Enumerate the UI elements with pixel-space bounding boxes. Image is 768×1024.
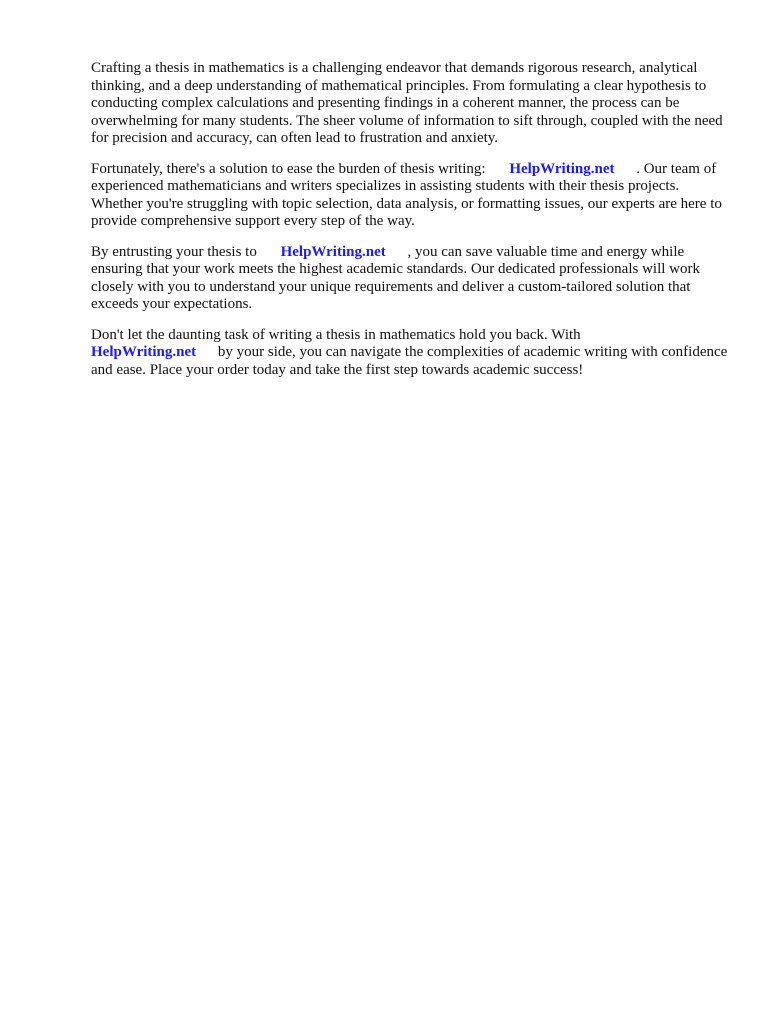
paragraph-solution [91, 161, 731, 231]
document-body [91, 60, 731, 392]
paragraph-solution-text-after: . Our team of experienced mathematicians and writers specializes in assisting students with their thesis projects. Whether you're struggling with topic selection, data analysis, or formatting issues, our experts are here to provide comprehensive support every step of the way. [91, 160, 722, 229]
helpwriting-link[interactable]: HelpWriting.net [509, 160, 615, 177]
helpwriting-link[interactable]: HelpWriting.net [91, 344, 197, 360]
helpwriting-link[interactable]: HelpWriting.net [280, 243, 386, 260]
paragraph-intro-text: Crafting a thesis in mathematics is a challenging endeavor that demands rigorous research, analytical thinking, and a deep understanding of mathematical principles. From formulating a clear hypothesis to conducting complex calculations and presenting findings in a coherent manner, the process can be overwhelming for many students. The sheer volume of information to sift through, coupled with the need for precision and accuracy, can often lead to frustration and anxiety. [91, 60, 723, 146]
paragraph-benefits-text-before: By entrusting your thesis to [91, 243, 257, 260]
paragraph-benefits-text-after: , you can save valuable time and energy while ensuring that your work meets the highest academic standards. Our dedicated professionals will work closely with you to understand your unique requirements and deliver a custom-tailored solution that exceeds your expectations. [91, 243, 701, 312]
paragraph-cta-text-before: Don't let the daunting task of writing a thesis in mathematics hold you back. With [91, 326, 581, 343]
paragraph-cta-text-after: by your side, you can navigate the complexities of academic writing with confidence and ease. Place your order today and take the first step towards academic success! [91, 344, 728, 378]
paragraph-benefits [91, 244, 731, 314]
paragraph-solution-text-before: Fortunately, there's a solution to ease the burden of thesis writing: [91, 160, 486, 177]
paragraph-intro [91, 60, 731, 148]
paragraph-call-to-action [91, 327, 731, 380]
